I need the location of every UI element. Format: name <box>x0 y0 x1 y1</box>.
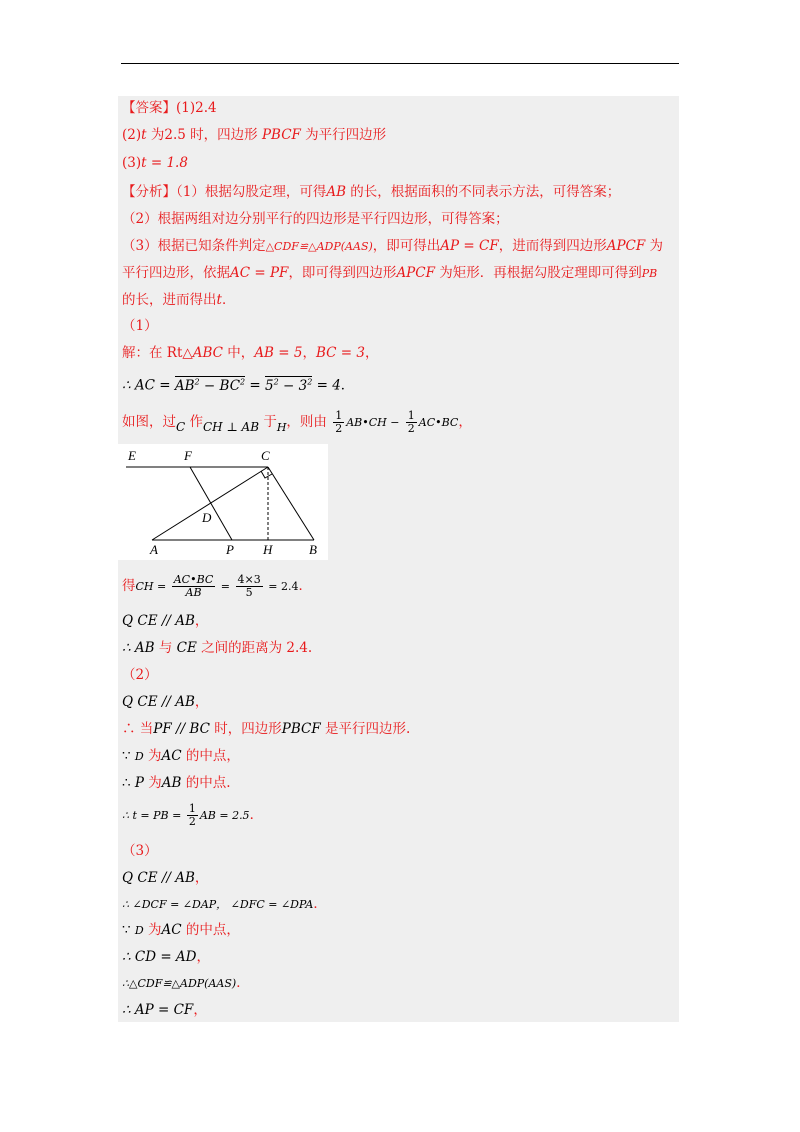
part1-solve-line: 解：在 Rt△ABC 中，AB = 5，BC = 3， <box>122 345 379 361</box>
ch-fraction-2: $\frac{4\times 3}{5}$ <box>237 573 261 599</box>
label-D: D <box>202 510 212 525</box>
part1-ac-line: ∴ AC = $AB^2 - BC^2 = 5^2 - 3^2 = 4$． <box>122 377 355 394</box>
line-CB <box>268 467 314 540</box>
header-rule <box>121 63 679 64</box>
answer-tag: 【答案】 <box>122 100 176 116</box>
part3-q-line: Q CE // AB， <box>122 870 209 886</box>
analysis-line-3: （3）根据已知条件判定△CDF≌△ADP(AAS)，即可得出AP = CF，进而得到四边形APCF 为 <box>122 238 664 254</box>
part2-line-3: ∴ P 为AB 的中点. <box>122 775 231 791</box>
analysis-tag: 【分析】 <box>122 184 176 200</box>
half-fraction-1: $\frac{1}{2}$ <box>335 409 343 435</box>
part1-label: （1） <box>122 318 158 334</box>
half-fraction-3: $\frac{1}{2}$ <box>188 802 196 828</box>
part1-figure-line: 如图，过C 作CH ⊥ AB 于$_H$，则由 $\frac{1}{2}$ AB•CH − $\frac{1}{2}$ AC•BC， <box>122 409 472 435</box>
answer-line-2: (2)t 为2.5 时，四边形 PBCF 为平行四边形 <box>122 127 387 143</box>
analysis-line-2: （2）根据两组对边分别平行的四边形是平行四边形，可得答案； <box>122 211 509 227</box>
label-P: P <box>226 542 234 557</box>
right-angle-mark <box>261 471 272 478</box>
label-C: C <box>261 448 270 463</box>
part1-ch-line: 得CH = $\frac{AC•BC}{AB}$ = $\frac{4\times 3}{5}$ = 2.4． <box>122 573 312 599</box>
label-F: F <box>184 448 192 463</box>
part3-line-4: ∴△CDF≌△ADP(AAS)． <box>122 975 250 991</box>
answer-line-1 <box>122 98 217 118</box>
half-fraction-2: $\frac{1}{2}$ <box>407 409 415 435</box>
part1-distance-line: ∴ AB 与 CE 之间的距离为 2.4. <box>122 640 313 656</box>
part3-line-2: ∵ D 为AC 的中点， <box>122 922 240 938</box>
line-AC <box>152 467 268 540</box>
part2-line-1: ∴ 当PF // BC 时，四边形PBCF 是平行四边形. <box>122 721 411 737</box>
analysis-line-4: 平行四边形，依据AC = PF，即可得到四边形APCF 为矩形．再根据勾股定理即可得到PB <box>122 265 658 281</box>
line-FP <box>190 467 232 540</box>
part2-line-2: ∵ D 为AC 的中点， <box>122 748 240 764</box>
label-E: E <box>128 448 136 463</box>
label-H: H <box>263 542 273 557</box>
part3-label: （3） <box>122 843 158 859</box>
label-B: B <box>309 542 317 557</box>
analysis-line-5: 的长，进而得出t． <box>122 292 236 308</box>
answer-line-3: (3)t = 1.8 <box>122 155 188 171</box>
analysis-line-1: 【分析】（1）根据勾股定理，可得AB 的长，根据面积的不同表示方法，可得答案； <box>122 184 621 200</box>
part3-line-5: ∴ AP = CF， <box>122 1002 207 1018</box>
part3-line-1: ∴ ∠DCF = ∠DAP， ∠DFC = ∠DPA． <box>122 896 327 912</box>
answer-part-1: (1)2.4 <box>176 100 217 116</box>
ch-fraction-1: $\frac{AC•BC}{AB}$ <box>173 573 214 599</box>
part2-q-line: Q CE // AB， <box>122 694 209 710</box>
part2-line-4: ∴ t = PB = $\frac{1}{2}$ AB = 2.5． <box>122 802 264 828</box>
label-A: A <box>150 542 158 557</box>
part3-line-3: ∴ CD = AD， <box>122 949 211 965</box>
part2-label: （2） <box>122 667 158 683</box>
part1-q-line: Q CE // AB， <box>122 613 209 629</box>
geometry-figure <box>118 444 328 560</box>
